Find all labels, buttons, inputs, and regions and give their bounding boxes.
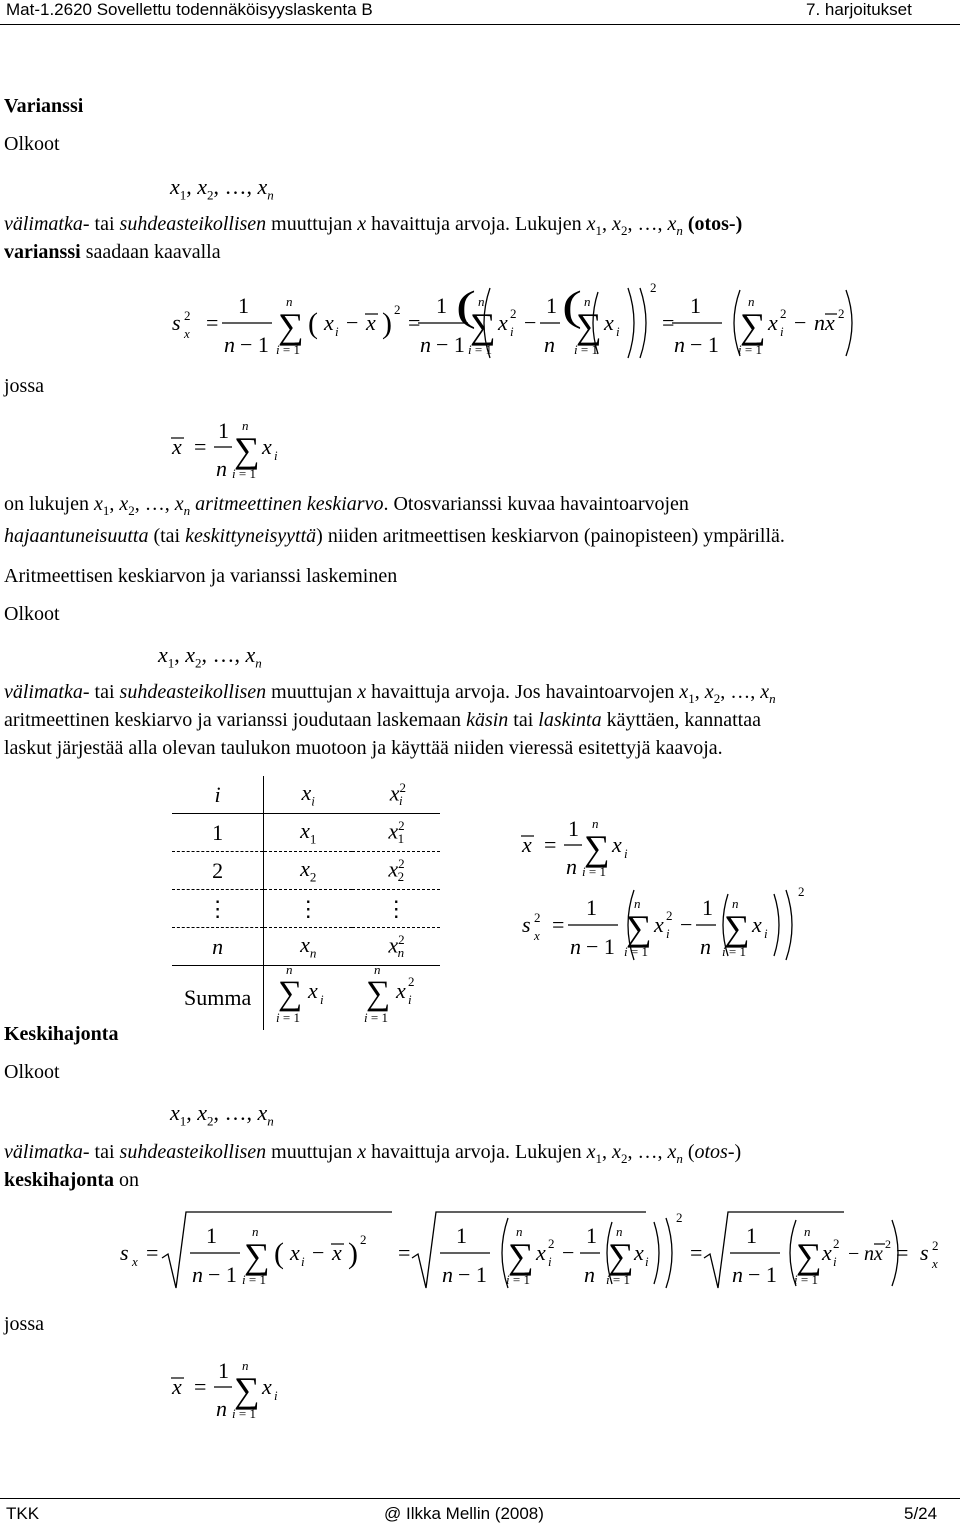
svg-text:i: i	[335, 324, 339, 339]
svg-text:n: n	[286, 966, 293, 977]
svg-text:x: x	[290, 1240, 300, 1265]
svg-text:x: x	[332, 1240, 342, 1265]
svg-text:=: =	[552, 912, 565, 937]
svg-text:i = 1: i = 1	[506, 1272, 530, 1287]
svg-text:n: n	[732, 896, 739, 911]
svg-text:∑: ∑	[608, 1236, 634, 1276]
svg-text:): )	[348, 1237, 358, 1270]
svg-text:∑: ∑	[234, 430, 260, 470]
svg-text:i = 1: i = 1	[232, 466, 256, 481]
svg-text:− 1: − 1	[690, 332, 719, 357]
table-header-i: i	[172, 776, 264, 814]
svg-text:1: 1	[568, 816, 579, 841]
svg-text:2: 2	[932, 1240, 939, 1253]
svg-text:x: x	[752, 912, 762, 937]
svg-text:− 1: − 1	[208, 1262, 237, 1287]
svg-text:i = 1: i = 1	[794, 1272, 818, 1287]
svg-text:1: 1	[436, 293, 447, 318]
svg-text:(: (	[308, 307, 318, 340]
svg-text:1: 1	[218, 418, 229, 443]
svg-text:n: n	[570, 934, 581, 959]
jossa-label-2: jossa	[4, 1313, 44, 1335]
sum-xi	[276, 966, 340, 1024]
svg-text:=: =	[408, 310, 421, 335]
svg-text:2: 2	[394, 302, 401, 317]
svg-text:n: n	[242, 1358, 249, 1373]
svg-text:i: i	[548, 1254, 552, 1269]
svg-text:(: (	[274, 1237, 284, 1270]
svg-text:n: n	[804, 1224, 811, 1239]
svg-text:i: i	[301, 1254, 305, 1269]
svg-text:n: n	[216, 456, 227, 481]
svg-text:i: i	[320, 992, 324, 1007]
svg-text:x: x	[822, 1240, 832, 1265]
table-row: n $x_n$ $x^2_n$	[172, 928, 440, 966]
side-formulas	[516, 810, 836, 980]
svg-text:i = 1: i = 1	[738, 342, 762, 357]
arithmetic-mean-formula	[166, 410, 306, 490]
paragraph-calc-line1: välimatka- tai suhdeasteikollisen muuttujan x havaittuja arvoja. Jos havaintoarvojen $x_1$, $x_2$, …, $x_n$	[4, 681, 776, 706]
svg-text:x: x	[522, 832, 532, 857]
olkoot-label-2: Olkoot	[4, 603, 60, 625]
svg-text:n: n	[478, 294, 485, 309]
svg-text:2: 2	[885, 1237, 891, 1251]
section-title-laskeminen: Aritmeettisen keskiarvon ja varianssi laskeminen	[4, 565, 398, 587]
svg-text:1: 1	[746, 1223, 757, 1248]
paragraph-sd-line1: välimatka- tai suhdeasteikollisen muuttujan x havaittuja arvoja. Lukujen $x_1$, $x_2$, …, $x_n$ (otos-)	[4, 1141, 742, 1166]
svg-text:n: n	[634, 896, 641, 911]
svg-text:− 1: − 1	[748, 1262, 777, 1287]
svg-text:1: 1	[586, 1223, 597, 1248]
svg-text:i: i	[274, 1388, 278, 1403]
svg-text:− 1: − 1	[586, 934, 615, 959]
svg-text:i: i	[666, 926, 670, 941]
svg-text:∑: ∑	[234, 1370, 260, 1410]
table-header-xi: $x_i$	[264, 776, 353, 814]
svg-text:∑: ∑	[724, 908, 750, 948]
svg-text:x: x	[654, 912, 664, 937]
paragraph-sd-line2: keskihajonta on	[4, 1169, 140, 1191]
svg-text:n: n	[252, 1224, 259, 1239]
svg-text:i = 1: i = 1	[364, 1010, 389, 1024]
footer-left: TKK	[6, 1504, 40, 1523]
svg-text:i = 1: i = 1	[624, 944, 648, 959]
svg-text:∑: ∑	[244, 1236, 270, 1276]
svg-text:x: x	[132, 1254, 138, 1269]
svg-text:∑: ∑	[278, 306, 304, 346]
svg-text:x: x	[932, 1256, 938, 1271]
svg-text:2: 2	[510, 306, 517, 321]
table-row: 1 $x_1$ $x^2_1$	[172, 814, 440, 852]
svg-text:n: n	[544, 332, 555, 357]
svg-text:s: s	[522, 912, 531, 937]
svg-text:s: s	[920, 1240, 929, 1265]
paragraph-mean-line1: on lukujen $x_1$, $x_2$, …, $x_n$ aritmeettinen keskiarvo. Otosvarianssi kuvaa havaintoarvojen	[4, 493, 689, 518]
svg-text:nx: nx	[814, 310, 835, 335]
svg-text:s: s	[120, 1240, 129, 1265]
svg-text:∑: ∑	[470, 306, 496, 346]
svg-text:n: n	[224, 332, 235, 357]
svg-text:=: =	[194, 1374, 207, 1399]
svg-text:1: 1	[690, 293, 701, 318]
svg-text:n: n	[516, 1224, 523, 1239]
svg-text:1: 1	[456, 1223, 467, 1248]
svg-text:2: 2	[408, 974, 415, 989]
footer-page-number: 5/24	[904, 1504, 938, 1523]
svg-text:x: x	[184, 326, 190, 341]
footer-rule	[0, 1498, 960, 1499]
svg-text:i: i	[624, 846, 628, 861]
svg-text:i: i	[645, 1254, 649, 1269]
paragraph-calc-line2: aritmeettinen keskiarvo ja varianssi joudutaan laskemaan käsin tai laskinta käyttäen, kannattaa	[4, 709, 761, 731]
svg-text:1: 1	[218, 1358, 229, 1383]
svg-text:∑: ∑	[508, 1236, 534, 1276]
svg-text:i = 1: i = 1	[242, 1272, 266, 1287]
svg-text:i: i	[408, 992, 412, 1007]
svg-text:−: −	[346, 310, 359, 335]
svg-text:∑: ∑	[740, 306, 766, 346]
svg-text:i: i	[780, 324, 784, 339]
svg-text:x: x	[536, 1240, 546, 1265]
paragraph-mean-line2: hajaantuneisuutta (tai keskittyneisyyttä) niiden aritmeettisen keskiarvon (painopisteen) ympärillä.	[4, 525, 785, 547]
paragraph-variance-line1: välimatka- tai suhdeasteikollisen muuttujan x havaittuja arvoja. Lukujen $x_1$, $x_2$, …, $x_n$ (otos-)	[4, 213, 743, 238]
sequence-x1-xn-3: $x_1$, $x_2$, …, $x_n$	[170, 1100, 274, 1129]
svg-text:s: s	[172, 310, 181, 335]
svg-text:i = 1: i = 1	[582, 864, 606, 879]
svg-text:−: −	[848, 1243, 860, 1265]
svg-text:x: x	[498, 310, 508, 335]
svg-text:): )	[382, 307, 392, 340]
svg-text:2: 2	[184, 308, 191, 323]
svg-text:n: n	[584, 294, 591, 309]
svg-text:∑: ∑	[576, 306, 602, 346]
arithmetic-mean-formula-2	[166, 1350, 306, 1430]
olkoot-label-1: Olkoot	[4, 133, 60, 155]
svg-text:−: −	[794, 310, 807, 335]
sum-xi2	[364, 966, 428, 1024]
svg-text:2: 2	[780, 306, 787, 321]
svg-text:−: −	[680, 912, 693, 937]
sequence-x1-xn-2: $x_1$, $x_2$, …, $x_n$	[158, 642, 262, 671]
svg-text:n: n	[374, 966, 381, 977]
svg-text:=: =	[194, 434, 207, 459]
svg-text:∑: ∑	[278, 975, 303, 1012]
svg-text:(: (	[562, 283, 582, 330]
svg-text:1: 1	[702, 895, 713, 920]
table-header-xi2: $x^2_i$	[352, 776, 440, 814]
svg-text:i = 1: i = 1	[574, 342, 598, 357]
svg-text:n: n	[286, 294, 293, 309]
svg-text:i = 1: i = 1	[606, 1272, 630, 1287]
calculation-table	[172, 776, 440, 1030]
svg-text:i: i	[510, 324, 514, 339]
svg-text:2: 2	[838, 306, 845, 321]
svg-text:2: 2	[548, 1236, 555, 1251]
svg-text:2: 2	[666, 908, 673, 923]
svg-text:1: 1	[206, 1223, 217, 1248]
table-row: 2 $x_2$ $x^2_2$	[172, 852, 440, 890]
svg-text:n: n	[566, 854, 577, 879]
svg-text:=: =	[206, 310, 219, 335]
svg-text:2: 2	[798, 884, 805, 899]
paragraph-calc-line3: laskut järjestää alla olevan taulukon muotoon ja käyttää niiden vieressä esitettyjä kaavoja.	[4, 737, 723, 759]
svg-text:n: n	[420, 332, 431, 357]
svg-text:x: x	[172, 1374, 182, 1399]
svg-text:=: =	[662, 310, 675, 335]
section-title-keskihajonta: Keskihajonta	[4, 1023, 119, 1045]
svg-text:n: n	[216, 1396, 227, 1421]
svg-text:x: x	[324, 310, 334, 335]
sequence-x1-xn-1: $x_1$, $x_2$, …, $x_n$	[170, 174, 274, 203]
svg-text:=: =	[146, 1240, 159, 1265]
svg-text:=: =	[544, 832, 557, 857]
svg-text:i = 1: i = 1	[276, 342, 300, 357]
svg-text:i = 1: i = 1	[468, 342, 492, 357]
svg-text:i: i	[274, 448, 278, 463]
svg-text:x: x	[366, 310, 376, 335]
svg-text:− 1: − 1	[240, 332, 269, 357]
svg-text:nx: nx	[864, 1243, 883, 1265]
svg-text:−: −	[524, 310, 537, 335]
svg-text:=: =	[690, 1240, 703, 1265]
header-course-title: Mat-1.2620 Sovellettu todennäköisyyslaskenta B	[6, 0, 373, 19]
svg-text:−: −	[312, 1240, 325, 1265]
paragraph-variance-line2: varianssi saadaan kaavalla	[4, 241, 221, 263]
footer-author: @ Ilkka Mellin (2008)	[384, 1504, 544, 1523]
svg-text:n: n	[700, 934, 711, 959]
svg-text:x: x	[768, 310, 778, 335]
table-row: ⋮ ⋮ ⋮	[172, 890, 440, 928]
svg-text:x: x	[534, 928, 540, 943]
svg-text:n: n	[242, 418, 249, 433]
header-rule	[0, 24, 960, 25]
svg-text:n: n	[192, 1262, 203, 1287]
equals-sx2	[896, 1240, 956, 1290]
svg-text:− 1: − 1	[436, 332, 465, 357]
svg-text:−: −	[562, 1240, 575, 1265]
olkoot-label-3: Olkoot	[4, 1061, 60, 1083]
svg-text:n: n	[584, 1262, 595, 1287]
svg-text:x: x	[396, 978, 406, 1003]
header-exercise-title: 7. harjoitukset	[806, 0, 912, 19]
svg-text:n: n	[732, 1262, 743, 1287]
svg-text:i: i	[833, 1254, 837, 1269]
svg-text:2: 2	[833, 1236, 840, 1251]
svg-text:i: i	[764, 926, 768, 941]
svg-text:2: 2	[676, 1210, 683, 1225]
svg-text:=: =	[896, 1240, 909, 1265]
svg-text:2: 2	[650, 280, 657, 295]
svg-text:=: =	[398, 1240, 411, 1265]
svg-text:x: x	[612, 832, 622, 857]
svg-text:x: x	[308, 978, 318, 1003]
svg-text:i: i	[616, 324, 620, 339]
svg-text:n: n	[674, 332, 685, 357]
svg-text:i = 1: i = 1	[276, 1010, 301, 1024]
svg-text:2: 2	[534, 910, 541, 925]
svg-text:x: x	[604, 310, 614, 335]
svg-text:∑: ∑	[366, 975, 391, 1012]
svg-text:x: x	[262, 1374, 272, 1399]
section-title-varianssi: Varianssi	[4, 95, 84, 117]
svg-text:x: x	[172, 434, 182, 459]
table-header-row	[172, 776, 440, 814]
svg-text:n: n	[748, 294, 755, 309]
svg-text:− 1: − 1	[458, 1262, 487, 1287]
svg-text:∑: ∑	[584, 828, 610, 868]
svg-text:i = 1: i = 1	[232, 1406, 256, 1421]
svg-text:∑: ∑	[796, 1236, 822, 1276]
svg-text:1: 1	[238, 293, 249, 318]
svg-text:∑: ∑	[626, 908, 652, 948]
table-sum-label: Summa	[172, 966, 264, 1031]
svg-text:i = 1: i = 1	[722, 944, 746, 959]
jossa-label-1: jossa	[4, 375, 44, 397]
svg-text:n: n	[592, 816, 599, 831]
svg-text:1: 1	[586, 895, 597, 920]
svg-text:n: n	[616, 1224, 623, 1239]
svg-text:x: x	[634, 1240, 644, 1265]
svg-text:2: 2	[360, 1232, 367, 1247]
svg-text:1: 1	[546, 293, 557, 318]
sample-variance-formula	[160, 278, 860, 368]
svg-text:x: x	[262, 434, 272, 459]
svg-text:n: n	[442, 1262, 453, 1287]
svg-text:(: (	[456, 283, 476, 330]
standard-deviation-formula	[114, 1208, 914, 1298]
